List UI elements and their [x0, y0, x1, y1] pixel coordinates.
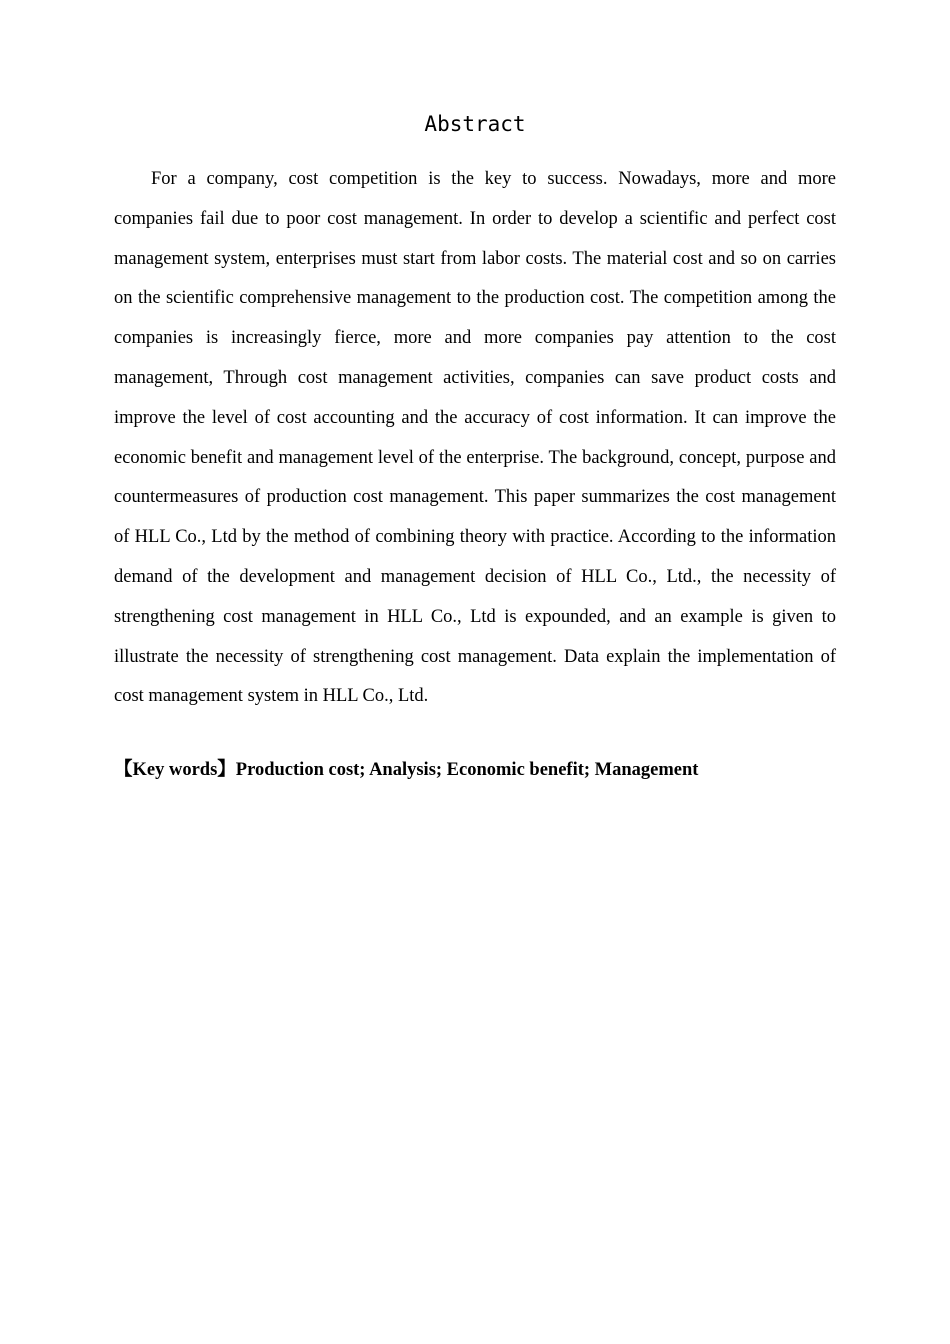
abstract-title: Abstract [424, 112, 526, 136]
keywords-label: 【Key words】 [114, 760, 236, 780]
abstract-body-paragraph: For a company, cost competition is the key to success. Nowadays, more and more companies fail due to poor cost management. In order to develop a scientific and perfect cost management system, enterprises must start from labor costs. The material cost and so on carries on the scientific comprehensive management to the production cost. The competition among the companies is increasingly fierce, more and more companies pay attention to the cost management, Through cost management activities, companies can save product costs and improve the level of cost accounting and the accuracy of cost information. It can improve the economic benefit and management level of the enterprise. The background, concept, purpose and countermeasures of production cost management. This paper summarizes the cost management of HLL Co., Ltd by the method of combining theory with practice. According to the information demand of the development and management decision of HLL Co., Ltd., the necessity of strengthening cost management in HLL Co., Ltd is expounded, and an example is given to illustrate the necessity of strengthening cost management. Data explain the implementation of cost management system in HLL Co., Ltd. [114, 169, 836, 707]
keywords-list: Production cost; Analysis; Economic benefit; Management [235, 760, 699, 780]
keywords-line [114, 754, 836, 786]
